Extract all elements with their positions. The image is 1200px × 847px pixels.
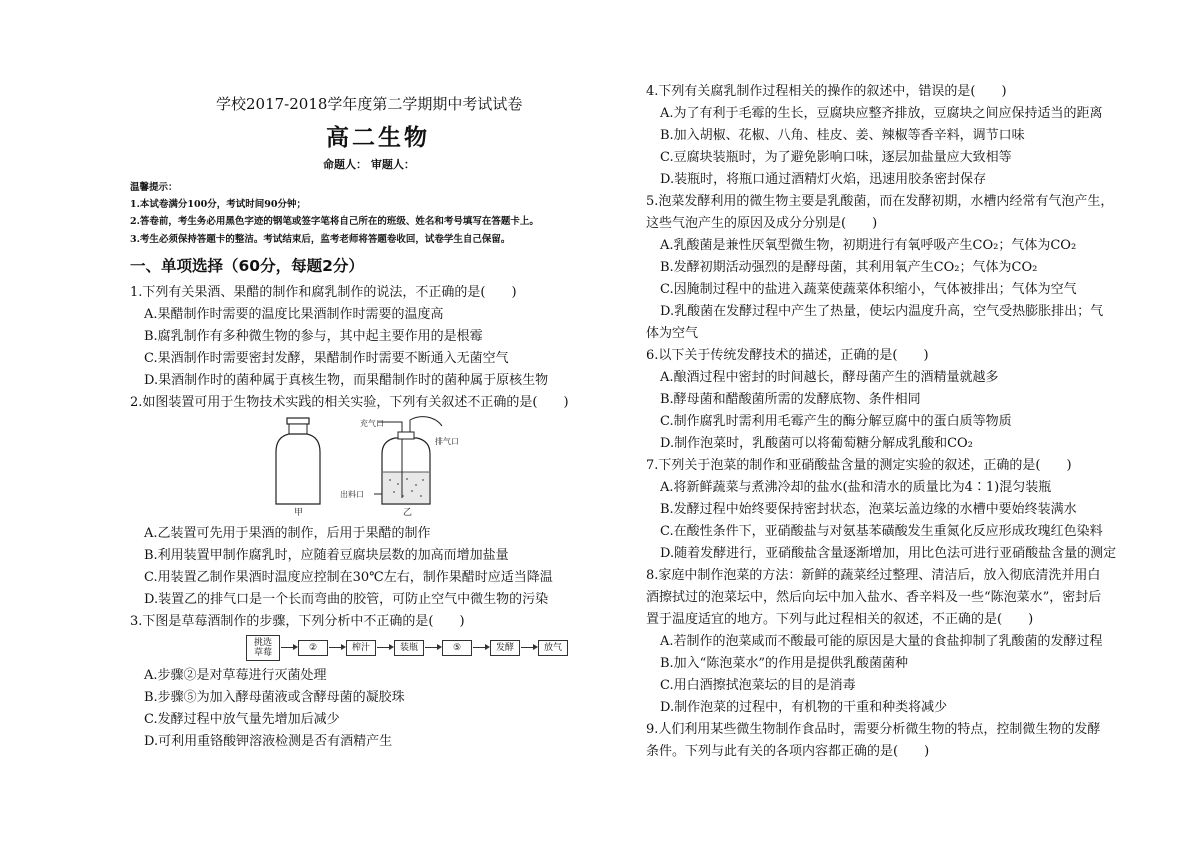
question-option: B.步骤⑤为加入酵母菌液或含酵母菌的凝胶珠 <box>144 690 405 705</box>
flow-step: 榨汁 <box>346 640 376 656</box>
arrow-right-icon <box>520 643 538 653</box>
section-heading: 一、单项选择（60分，每题2分） <box>130 257 364 275</box>
question-option: B.发酵初期活动强烈的是酵母菌，其利用氧产生CO₂；气体为CO₂ <box>660 260 1038 275</box>
label-yi: 乙 <box>403 508 413 518</box>
question-stem: 置于温度适宜的地方。下列与此过程相关的叙述，不正确的是( ) <box>646 612 1034 627</box>
exam-title: 学校2017-2018学年度第二学期期中考试试卷 <box>216 95 523 113</box>
question-option: C.发酵过程中放气量先增加后减少 <box>144 712 340 727</box>
question-option: B.发酵过程中始终要保持密封状态，泡菜坛盖边缘的水槽中要始终装满水 <box>660 502 1077 517</box>
question-option: C.因腌制过程中的盐进入蔬菜使蔬菜体积缩小，气体被排出；气体为空气 <box>660 282 1077 297</box>
strawberry-wine-flowchart <box>246 635 568 661</box>
question-option: C.在酸性条件下，亚硝酸盐与对氨基苯磺酸发生重氮化反应形成玫瑰红色染料 <box>660 524 1103 539</box>
question-stem: 3.下图是草莓酒制作的步骤，下列分析中不正确的是( ) <box>130 614 465 629</box>
authors-line: 命题人： 审题人： <box>323 158 415 171</box>
question-stem: 条件。下列与此有关的各项内容都正确的是( ) <box>646 744 930 759</box>
question-option: D.装置乙的排气口是一个长而弯曲的胶管，可防止空气中微生物的污染 <box>144 592 549 607</box>
question-stem: 4.下列有关腐乳制作过程相关的操作的叙述中，错误的是( ) <box>646 84 1007 99</box>
flow-step: ⑤ <box>442 640 472 656</box>
question-option: C.用装置乙制作果酒时温度应控制在30℃左右，制作果醋时应适当降温 <box>144 570 553 585</box>
question-stem: 这些气泡产生的原因及成分分别是( ) <box>646 216 878 231</box>
question-stem: 6.以下关于传统发酵技术的描述，正确的是( ) <box>646 348 929 363</box>
question-option: A.乳酸菌是兼性厌氧型微生物，初期进行有氧呼吸产生CO₂；气体为CO₂ <box>660 238 1077 253</box>
subject-title: 高二生物 <box>326 125 430 151</box>
question-stem: 酒擦拭过的泡菜坛中，然后向坛中加入盐水、香辛料及一些“陈泡菜水”，密封后 <box>646 590 1102 605</box>
arrow-right-icon <box>472 643 490 653</box>
question-stem: 1.下列有关果酒、果醋的制作和腐乳制作的说法，不正确的是( ) <box>130 285 517 300</box>
question-option: D.乳酸菌在发酵过程中产生了热量，使坛内温度升高，空气受热膨胀排出；气 <box>660 304 1104 319</box>
label-jia: 甲 <box>294 508 304 518</box>
question-option: A.酿酒过程中密封的时间越长，酵母菌产生的酒精量就越多 <box>660 370 999 385</box>
flow-step: 装瓶 <box>394 640 424 656</box>
label-inlet: 充气口 <box>360 419 384 428</box>
question-option: D.制作泡菜时，乳酸菌可以将葡萄糖分解成乳酸和CO₂ <box>660 436 973 451</box>
question-option: D.可利用重铬酸钾溶液检测是否有酒精产生 <box>144 734 393 749</box>
question-option: A.步骤②是对草莓进行灭菌处理 <box>144 668 327 683</box>
question-stem: 2.如图装置可用于生物技术实践的相关实验，下列有关叙述不正确的是( ) <box>130 395 569 410</box>
question-option: 体为空气 <box>646 326 699 341</box>
flow-step: 放气 <box>538 640 568 656</box>
question-option: A.果醋制作时需要的温度比果酒制作时需要的温度高 <box>144 307 444 322</box>
question-option: C.制作腐乳时需利用毛霉产生的酶分解豆腐中的蛋白质等物质 <box>660 414 1012 429</box>
flow-step: 挑选草莓 <box>246 635 280 661</box>
arrow-right-icon <box>280 643 298 653</box>
note-item: 2.答卷前，考生务必用黑色字迹的钢笔或签字笔将自己所在的班级、姓名和考号填写在答题卡上。 <box>130 216 539 227</box>
question-option: C.用白酒擦拭泡菜坛的目的是消毒 <box>660 678 856 693</box>
question-option: C.豆腐块装瓶时，为了避免影响口味，逐层加盐量应大致相等 <box>660 150 1012 165</box>
question-option: D.制作泡菜的过程中，有机物的干重和种类将减少 <box>660 700 948 715</box>
question-option: B.腐乳制作有多种微生物的参与，其中起主要作用的是根霉 <box>144 329 483 344</box>
fermenter-yi-icon <box>374 417 442 504</box>
question-option: A.若制作的泡菜咸而不酸最可能的原因是大量的食盐抑制了乳酸菌的发酵过程 <box>660 634 1103 649</box>
question-option: D.随着发酵进行，亚硝酸盐含量逐渐增加，用比色法可进行亚硝酸盐含量的测定 <box>660 546 1117 561</box>
arrow-right-icon <box>424 643 442 653</box>
note-item: 3.考生必须保持答题卡的整洁。考试结束后，监考老师将答题卷收回，试卷学生自己保留。 <box>130 234 511 245</box>
question-option: A.为了有利于毛霉的生长，豆腐块应整齐排放，豆腐块之间应保持适当的距离 <box>660 106 1103 121</box>
label-outlet: 出料口 <box>340 490 364 499</box>
note-item: 1.本试卷满分100分，考试时间90分钟； <box>130 199 306 210</box>
question-option: B.利用装置甲制作腐乳时，应随着豆腐块层数的加高而增加盐量 <box>144 548 509 563</box>
question-option: B.加入“陈泡菜水”的作用是提供乳酸菌菌种 <box>660 656 908 671</box>
notes-title: 温馨提示： <box>130 182 178 193</box>
fermentation-apparatus-figure <box>270 414 490 518</box>
question-stem: 7.下列关于泡菜的制作和亚硝酸盐含量的测定实验的叙述，正确的是( ) <box>646 458 1072 473</box>
question-stem: 9.人们利用某些微生物制作食品时，需要分析微生物的特点，控制微生物的发酵 <box>646 722 1101 737</box>
question-stem: 5.泡菜发酵利用的微生物主要是乳酸菌，而在发酵初期，水槽内经常有气泡产生， <box>646 194 1114 209</box>
question-option: A.乙装置可先用于果酒的制作，后用于果醋的制作 <box>144 526 431 541</box>
question-option: B.加入胡椒、花椒、八角、桂皮、姜、辣椒等香辛料，调节口味 <box>660 128 1025 143</box>
label-exhaust: 排气口 <box>435 437 459 446</box>
question-option: C.果酒制作时需要密封发酵，果醋制作时需要不断通入无菌空气 <box>144 351 509 366</box>
question-option: D.装瓶时，将瓶口通过酒精灯火焰，迅速用胶条密封保存 <box>660 172 987 187</box>
arrow-right-icon <box>376 643 394 653</box>
jar-jia-icon <box>276 418 320 504</box>
question-option: A.将新鲜蔬菜与煮沸冷却的盐水(盐和清水的质量比为4∶1)混匀装瓶 <box>660 480 1052 495</box>
flow-step: 发酵 <box>490 640 520 656</box>
arrow-right-icon <box>328 643 346 653</box>
question-stem: 8.家庭中制作泡菜的方法：新鲜的蔬菜经过整理、清洁后，放入彻底清洗并用白 <box>646 568 1101 583</box>
question-option: D.果酒制作时的菌种属于真核生物，而果醋制作时的菌种属于原核生物 <box>144 373 549 388</box>
question-option: B.酵母菌和醋酸菌所需的发酵底物、条件相同 <box>660 392 921 407</box>
flow-step: ② <box>298 640 328 656</box>
